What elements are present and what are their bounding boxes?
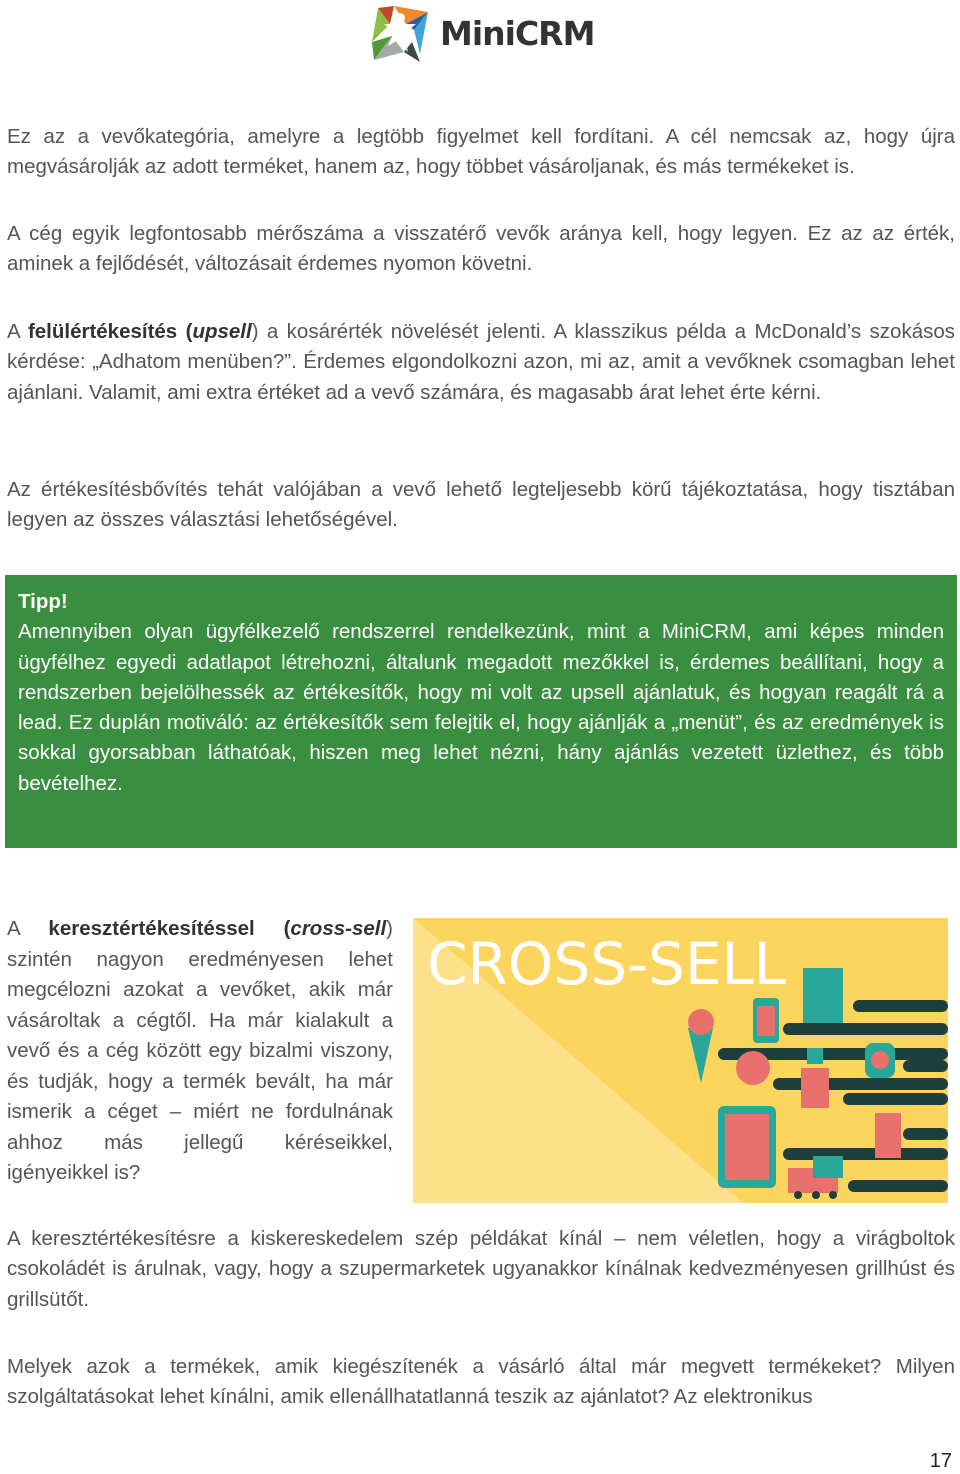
text: ) a kosárérték növelését jelenti. A klasszikus példa a McDonald’s szokásos kérdése: „Adhatom menüben?”. Érdemes elgondolkozni azon, mi az, amit a vevőknek csomagban lehet ajánlani. Valamit, ami extra értéket ad a vevő számára, és magasabb árat lehet érte kérni. bbox=[7, 320, 955, 404]
text: A bbox=[7, 320, 28, 343]
tip-title: Tipp! bbox=[18, 590, 68, 613]
logo-text: MiniCRM bbox=[440, 13, 595, 53]
text: ( bbox=[177, 320, 193, 343]
paragraph-3 bbox=[7, 317, 955, 408]
text: A bbox=[7, 917, 49, 940]
italic-term: upsell bbox=[192, 320, 252, 343]
paragraph-4: Az értékesítésbővítés tehát valójában a vevő lehető legteljesebb körű tájékoztatása, hogy tisztában legyen az összes választási lehetőségével. bbox=[7, 478, 955, 532]
paragraph-5 bbox=[7, 914, 393, 1189]
cross-sell-illustration bbox=[413, 918, 948, 1203]
page-number: 17 bbox=[929, 1450, 952, 1472]
text: ) szintén nagyon eredményesen lehet megcélozni azokat a vevőket, akik már vásároltak a cégtől. Ha már kialakult a vevő és a cég között egy bizalmi viszony, és tudják, hogy a termék bevált, ha már ismerik a céget – miért ne fordulnának ahhoz más jellegű kéréseikkel, igényeikkel is? bbox=[7, 917, 393, 1184]
tip-box bbox=[5, 575, 957, 848]
logo-star-icon bbox=[370, 2, 432, 64]
text: ( bbox=[254, 917, 291, 940]
bold-term: keresztértékesítéssel bbox=[48, 917, 255, 940]
paragraph-1: Ez az a vevőkategória, amelyre a legtöbb figyelmet kell fordítani. A cél nemcsak az, hogy újra megvásárolják az adott terméket, hanem az, hogy többet vásároljanak, és más termékeket is. bbox=[7, 125, 955, 179]
tip-body: Amennyiben olyan ügyfélkezelő rendszerrel rendelkezünk, mint a MiniCRM, ami képes minden ügyfélhez egyedi adatlapot létrehozni, általunk megadott mezőkkel is, érdemes beállítani, hogy a rendszerben bejelölhessék az értékesítők, hogy mi volt az upsell ajánlatuk, és hogyan reagált rá a lead. Ez duplán motiváló: az értékesítők sem felejtik el, hogy ajánlják a „menüt”, és az eredmények is sokkal gyorsabban láthatóak, hiszen meg lehet nézni, hány ajánlás vezetett üzlethez, és több bevételhez. bbox=[18, 620, 944, 795]
paragraph-2: A cég egyik legfontosabb mérőszáma a visszatérő vevők aránya kell, hogy legyen. Ez az az érték, aminek a fejlődését, változásait érdemes nyomon követni. bbox=[7, 222, 955, 276]
paragraph-7: Melyek azok a termékek, amik kiegészítenék a vásárló által már megvett termékeket? Milyen szolgáltatásokat lehet kínálni, amik ellenállhatatlanná teszik az ajánlatot? Az elektronikus bbox=[7, 1355, 955, 1409]
italic-term: cross-sell bbox=[290, 917, 387, 940]
paragraph-6: A keresztértékesítésre a kiskereskedelem szép példákat kínál – nem véletlen, hogy a virágboltok csokoládét is árulnak, vagy, hogy a szupermarketek ugyanakkor kínálnak kedvezményesen grillhúst és grillsütőt. bbox=[7, 1227, 955, 1311]
image-title: CROSS-SELL bbox=[427, 930, 787, 998]
bold-term: felülértékesítés bbox=[27, 320, 178, 343]
minicrm-logo bbox=[370, 2, 594, 64]
